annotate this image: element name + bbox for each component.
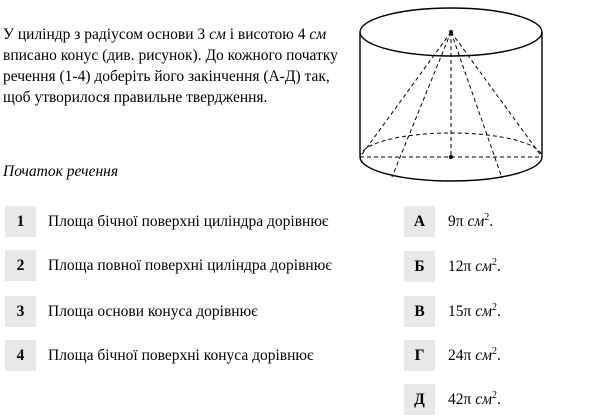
unit-cm: см bbox=[309, 26, 327, 43]
start-number: 4 bbox=[5, 340, 36, 371]
cylinder-cone-figure bbox=[352, 2, 552, 194]
start-text: Площа бічної поверхні конуса дорівнює bbox=[48, 347, 314, 364]
cone-generator-right bbox=[451, 32, 542, 157]
start-text: Площа бічної поверхні циліндра дорівнює bbox=[48, 213, 329, 230]
unit-cm: см bbox=[209, 26, 226, 43]
cone-apex bbox=[449, 30, 453, 34]
cylinder-bottom-front bbox=[360, 157, 542, 181]
option-letter: Б bbox=[404, 251, 435, 282]
intro-part-2: і висотою 4 bbox=[225, 26, 310, 43]
base-center bbox=[449, 155, 453, 159]
cone-generator-front-right bbox=[451, 32, 502, 178]
start-text: Площа основи конуса дорівнює bbox=[48, 303, 258, 320]
start-number: 3 bbox=[5, 296, 36, 327]
start-number: 2 bbox=[5, 250, 36, 281]
start-number: 1 bbox=[5, 206, 36, 237]
option-letter: Д bbox=[404, 384, 435, 415]
cone-generator-front-left bbox=[392, 32, 451, 177]
start-text: Площа повної поверхні циліндра дорівнює bbox=[48, 257, 332, 274]
option-value: 12π $см^2$. bbox=[448, 256, 501, 275]
intro-part-3: вписано конус (див. рисунок). До кожного початку речення (1-4) доберіть його закінчення (А-Д) так, щоб утворилося правильне твердження. bbox=[3, 47, 338, 106]
intro-part-1: У циліндр з радіусом основи 3 bbox=[3, 26, 210, 43]
option-value: 42π $см^2$. bbox=[448, 389, 501, 408]
cone-generator-left bbox=[360, 32, 451, 157]
section-title: Початок речення bbox=[3, 163, 119, 180]
option-value: 15π $см^2$. bbox=[448, 301, 501, 320]
option-letter: А bbox=[404, 206, 435, 237]
option-value: 9π $см^2$. bbox=[448, 211, 494, 230]
problem-statement bbox=[3, 24, 348, 108]
option-letter: В bbox=[404, 296, 435, 327]
option-letter: Г bbox=[404, 340, 435, 371]
option-value: 24π $см^2$. bbox=[448, 345, 501, 364]
